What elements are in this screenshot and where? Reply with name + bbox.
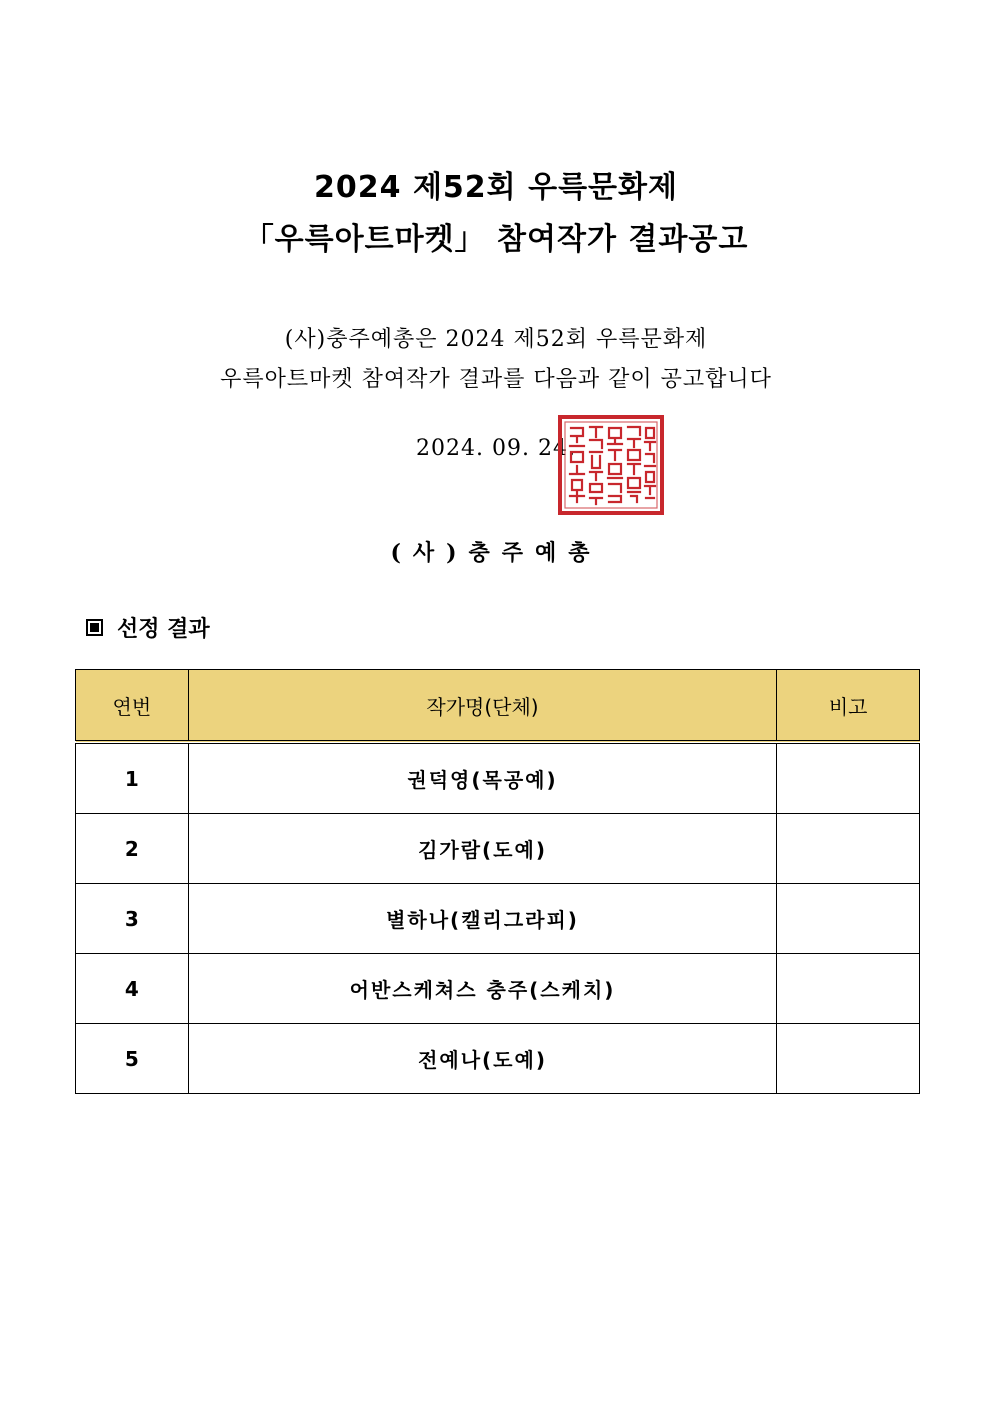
table-row [76,814,920,884]
table-row [76,954,920,1024]
row-artist-name: 전예나(도예) [188,1024,777,1094]
row-note [777,742,920,814]
announcement-date: 2024. 09. 24. [416,436,576,461]
section-title: 선정 결과 [117,617,210,642]
document-title-line-1: 2024 제52회 우륵문화제 [314,170,678,205]
table-row [76,742,920,814]
header-number: 연번 [76,670,189,743]
row-artist-name: 어반스케쳐스 충주(스케치) [188,954,777,1024]
document-title-line-2: 「우륵아트마켓」 참여작가 결과공고 [243,222,749,257]
official-seal-icon [557,414,665,516]
filled-square-icon [86,619,103,636]
table-row [76,884,920,954]
row-artist-name: 권덕영(목공예) [188,742,777,814]
row-number: 3 [76,884,189,954]
row-number: 1 [76,742,189,814]
row-artist-name: 김가람(도예) [188,814,777,884]
selection-results-table [75,669,920,1094]
row-number: 2 [76,814,189,884]
row-artist-name: 별하나(캘리그라피) [188,884,777,954]
table-header-row [76,670,920,743]
intro-line-1: (사)충주예총은 2024 제52회 우륵문화제 [284,327,708,352]
row-note [777,1024,920,1094]
table-row [76,1024,920,1094]
row-number: 4 [76,954,189,1024]
row-note [777,814,920,884]
row-number: 5 [76,1024,189,1094]
header-artist-name: 작가명(단체) [188,670,777,743]
intro-line-2: 우륵아트마켓 참여작가 결과를 다음과 같이 공고합니다 [220,367,772,392]
section-heading [86,612,210,643]
row-note [777,954,920,1024]
header-note: 비고 [777,670,920,743]
organization-name: (사)충주예총 [390,540,602,566]
row-note [777,884,920,954]
